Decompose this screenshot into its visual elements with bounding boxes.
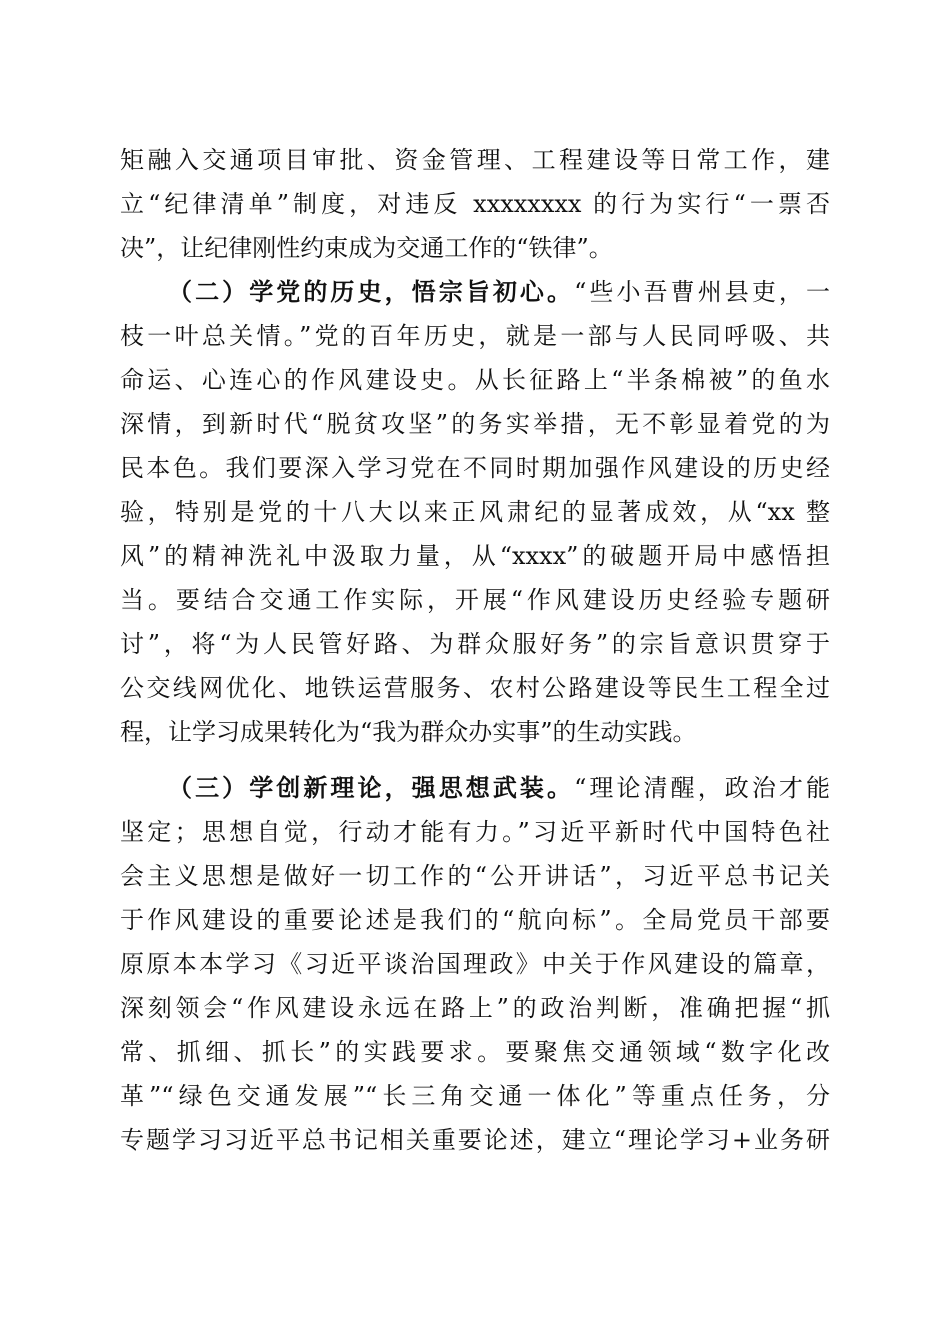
paragraph-2-line: 程，让学习成果转化为“我为群众办实事”的生动实践。 bbox=[120, 718, 697, 746]
paragraph-1-line-1: 矩融入交通项目审批、资金管理、工程建设等日常工作，建 bbox=[120, 146, 830, 174]
paragraph-3-first-line-text: “理论清醒，政治才能 bbox=[574, 774, 830, 802]
paragraph-3-line: 专题学习习近平总书记相关重要论述，建立“理论学习+业务研 bbox=[120, 1126, 830, 1154]
paragraph-3-line: 原原本本学习《习近平谈治国理政》中关于作风建设的篇章， bbox=[120, 950, 830, 978]
paragraph-2-line: 深情，到新时代“脱贫攻坚”的务实举措，无不彰显着党的为 bbox=[120, 410, 830, 438]
paragraph-3-line: 深刻领会“作风建设永远在路上”的政治判断，准确把握“抓 bbox=[120, 994, 830, 1022]
paragraph-2-line: 民本色。我们要深入学习党在不同时期加强作风建设的历史经 bbox=[120, 454, 830, 482]
paragraph-3-line: 革”“绿色交通发展”“长三角交通一体化”等重点任务，分 bbox=[120, 1082, 830, 1110]
paragraph-2-first-line bbox=[168, 270, 830, 314]
paragraph-2-first-line-text: “些小吾曹州县吏，一 bbox=[574, 278, 830, 306]
paragraph-2-line: 验，特别是党的十八大以来正风肃纪的显著成效，从“xx 整 bbox=[120, 498, 830, 526]
paragraph-3-first-line bbox=[168, 766, 830, 810]
paragraph-3-line: 坚定；思想自觉，行动才能有力。”习近平新时代中国特色社 bbox=[120, 818, 830, 846]
paragraph-1-line-2: 立“纪律清单”制度，对违反 xxxxxxxx 的行为实行“一票否 bbox=[120, 190, 830, 218]
paragraph-2-line: 枝一叶总关情。”党的百年历史，就是一部与人民同呼吸、共 bbox=[120, 322, 830, 350]
paragraph-2-line: 风”的精神洗礼中汲取力量，从“xxxx”的破题开局中感悟担 bbox=[120, 542, 830, 570]
paragraph-3-line: 会主义思想是做好一切工作的“公开讲话”，习近平总书记关 bbox=[120, 862, 830, 890]
paragraph-2-line: 命运、心连心的作风建设史。从长征路上“半条棉被”的鱼水 bbox=[120, 366, 830, 394]
paragraph-3-line: 于作风建设的重要论述是我们的“航向标”。全局党员干部要 bbox=[120, 906, 830, 934]
paragraph-2-line: 当。要结合交通工作实际，开展“作风建设历史经验专题研 bbox=[120, 586, 830, 614]
paragraph-2-line: 讨”，将“为人民管好路、为群众服好务”的宗旨意识贯穿于 bbox=[120, 630, 830, 658]
paragraph-3-line: 常、抓细、抓长”的实践要求。要聚焦交通领域“数字化改 bbox=[120, 1038, 830, 1066]
section-heading-2: （二）学党的历史，悟宗旨初心。 bbox=[168, 278, 575, 306]
paragraph-2-line: 公交线网优化、地铁运营服务、农村公路建设等民生工程全过 bbox=[120, 674, 830, 702]
paragraph-1-line-3: 决”，让纪律刚性约束成为交通工作的“铁律”。 bbox=[120, 234, 613, 262]
section-heading-3: （三）学创新理论，强思想武装。 bbox=[168, 774, 575, 802]
